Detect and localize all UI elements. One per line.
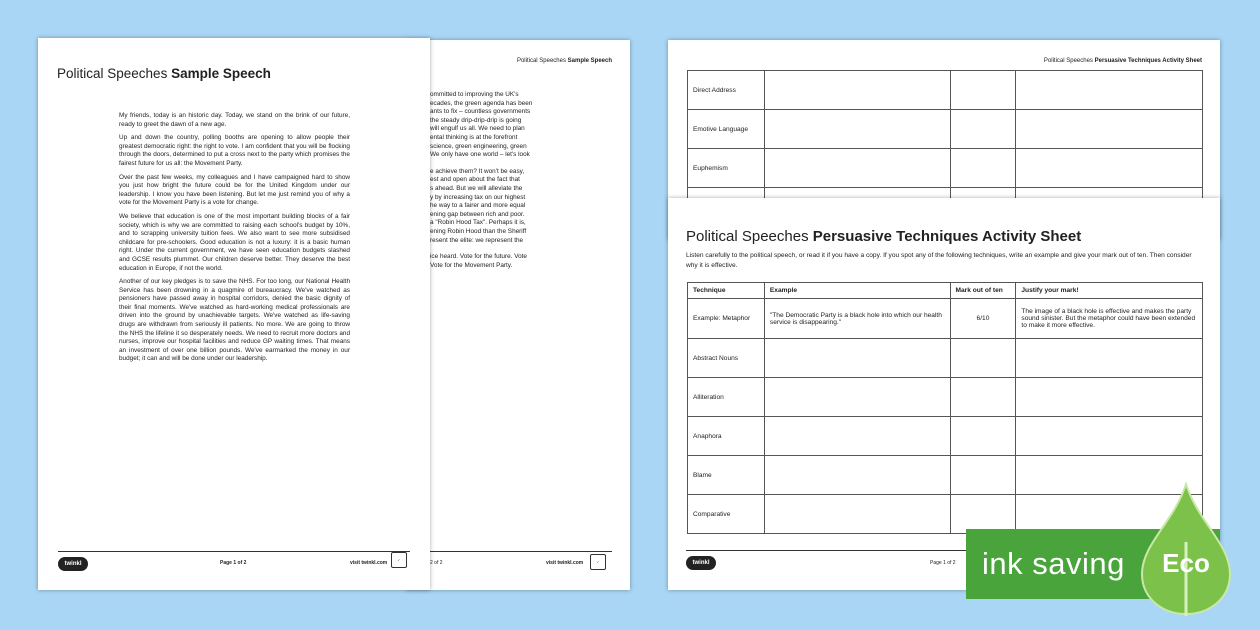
paragraph: Over the past few weeks, my colleagues and I have campaigned hard to show you just how bright the future could be for the United Kingdom under our leadership. I know you have been listening. But let me just remind you of why a vote for the Movement Party is a vote for change. (119, 173, 350, 207)
footer-url: visit twinkl.com (350, 560, 388, 566)
text-line: ants to fix – countless governments (430, 108, 531, 116)
example-cell: "The Democratic Party is a black hole into which our health service is disappearing." (764, 299, 950, 339)
example-row (688, 299, 1203, 339)
justify-cell[interactable] (1016, 71, 1203, 110)
justify-cell[interactable] (1016, 378, 1203, 417)
column-header: Example (764, 283, 950, 299)
speech-page-front (38, 38, 430, 590)
table-row (688, 110, 1203, 149)
header-bold-text: Persuasive Techniques Activity Sheet (1094, 58, 1202, 64)
text-line: ecades, the green agenda has been (430, 99, 533, 107)
text-line: y by increasing tax on our highest (430, 193, 526, 201)
paragraph: Up and down the country, polling booths are opening to allow people their greatest democratic right: the right to vote. I am confident that you will be flocking through the doors, determined to put a cross next to the party which promises the fairest future for us all: the Movement Party. (119, 134, 350, 167)
header-text: Political Speeches (1043, 58, 1093, 64)
mark-cell[interactable] (950, 378, 1016, 417)
eco-drop-icon (1138, 482, 1234, 618)
header-text: Political Speeches (516, 58, 566, 64)
speech-page-back (406, 40, 630, 590)
example-cell[interactable] (764, 110, 950, 149)
example-cell[interactable] (764, 378, 950, 417)
quality-badge-icon: ✓ (391, 552, 407, 568)
technique-cell: Abstract Nouns (688, 339, 765, 378)
mark-cell[interactable] (950, 417, 1016, 456)
justify-cell: The image of a black hole is effective and makes the party sound sinister. But the metaphor could have been extended to make it more effective. (1016, 299, 1203, 339)
page-title (686, 228, 1081, 245)
example-cell[interactable] (764, 495, 950, 534)
column-header: Mark out of ten (950, 283, 1016, 299)
header-bold-text: Sample Speech (567, 58, 612, 64)
mark-cell[interactable] (950, 110, 1016, 149)
title-text: Political Speeches (57, 66, 168, 81)
technique-cell: Anaphora (688, 417, 765, 456)
text-line: s ahead. But we will alleviate the (430, 184, 523, 192)
technique-table (687, 282, 1203, 534)
text-line: the steady drip-drip-drip is going (430, 116, 522, 124)
text-line: est and open about the fact that (430, 176, 520, 184)
mark-cell: 6/10 (950, 299, 1016, 339)
column-header: Justify your mark! (1016, 283, 1203, 299)
text-line: ening Robin Hood than the Sheriff (430, 227, 527, 235)
paragraph: Another of our key pledges is to save the NHS. For too long, our National Health Service has been drowning in a quagmire of bureaucracy. We've watched as pensioners have passed away in hospital corridors, denied the basic dignity of their final moments. We've watched as hard-working medical professionals are driven into the ground by unachievable targets. We've watched as life-saving drugs are withdrawn from seriously ill patients. No more. We are going to throw the NHS the lifeline it so desperately needs. We need to recruit more doctors and nurses, improve our hospital facilities and reduce GP waiting times. That means an investment of over one billion pounds. We've earmarked the money in our budget; it can and will be done under our leadership. (119, 278, 350, 363)
title-text: Political Speeches (686, 228, 809, 245)
text-line: ening gap between rich and poor. (430, 210, 525, 218)
speech-body (119, 112, 350, 369)
footer-line (406, 551, 612, 552)
quality-badge-icon: ✓ (590, 554, 606, 570)
twinkl-logo: twinkl (58, 557, 88, 571)
eco-badge-text: Eco (1162, 548, 1210, 578)
example-cell[interactable] (764, 417, 950, 456)
example-cell[interactable] (764, 339, 950, 378)
footer-page: Page 1 of 2 (930, 560, 956, 566)
page-header (1044, 58, 1202, 64)
text-line: a "Robin Hood Tax". Perhaps it is, (430, 219, 526, 227)
text-line: ice heard. Vote for the future. Vote (430, 253, 527, 261)
table-header-row (688, 283, 1203, 299)
example-cell[interactable] (764, 149, 950, 188)
technique-cell: Emotive Language (688, 110, 765, 149)
text-line: Vote for the Movement Party. (430, 261, 513, 269)
table-row (688, 456, 1203, 495)
technique-cell: Alliteration (688, 378, 765, 417)
speech-continuation (430, 91, 610, 270)
table-row (688, 495, 1203, 534)
title-bold-text: Persuasive Techniques Activity Sheet (812, 228, 1082, 245)
table-row (688, 378, 1203, 417)
column-header: Technique (688, 283, 765, 299)
mark-cell[interactable] (950, 71, 1016, 110)
technique-cell: Comparative (688, 495, 765, 534)
title-bold-text: Sample Speech (171, 66, 271, 81)
footer-page: Page 1 of 2 (220, 560, 247, 566)
text-line: e achieve them? It won't be easy, (430, 167, 525, 175)
text-line: science, green engineering, green (430, 142, 527, 150)
page-title (57, 66, 271, 81)
page-header (517, 58, 612, 64)
text-line: ental thinking is at the forefront (430, 133, 518, 141)
footer-page: 2 of 2 (430, 560, 443, 566)
paragraph: My friends, today is an historic day. Today, we stand on the brink of our future, ready to greet the dawn of a new age. (119, 112, 350, 128)
table-row (688, 149, 1203, 188)
mark-cell[interactable] (950, 456, 1016, 495)
table-row (688, 71, 1203, 110)
example-cell[interactable] (764, 456, 950, 495)
table-row (688, 417, 1203, 456)
text-line: resent the elite: we represent the (430, 236, 524, 244)
technique-cell: Blame (688, 456, 765, 495)
footer-url: visit twinkl.com (546, 560, 584, 566)
technique-cell: Example: Metaphor (688, 299, 765, 339)
example-cell[interactable] (764, 71, 950, 110)
justify-cell[interactable] (1016, 149, 1203, 188)
mark-cell[interactable] (950, 495, 1016, 534)
ink-saving-text: ink saving (982, 546, 1125, 581)
text-line: ommitted to improving the UK's (430, 91, 519, 98)
twinkl-logo: twinkl (686, 556, 716, 570)
text-line: We only have one world – let's look (430, 151, 530, 159)
footer-line (58, 551, 410, 552)
mark-cell[interactable] (950, 149, 1016, 188)
text-line: will engulf us all. We need to plan (430, 125, 525, 133)
instructions: Listen carefully to the political speech, or read it if you have a copy. If you spot any of the following techniques, write an example and give your mark out of ten. Then consider why it is effective. (686, 252, 1192, 269)
technique-cell: Direct Address (688, 71, 765, 110)
table-row (688, 339, 1203, 378)
mark-cell[interactable] (950, 339, 1016, 378)
paragraph: We believe that education is one of the most important building blocks of a fair society, which is why we are committed to raising each school's budget by 10%, and to scrapping university tuition fees. We also want to see more subsidised childcare for pre-schoolers. Good education is not a luxury: it is a basic human right. Under the current government, we have seen education budgets slashed and GCSE results plummet. Our children deserve better. They deserve the best education in Europe, if not the world. (119, 212, 350, 272)
technique-cell: Euphemism (688, 149, 765, 188)
justify-cell[interactable] (1016, 110, 1203, 149)
justify-cell[interactable] (1016, 339, 1203, 378)
justify-cell[interactable] (1016, 417, 1203, 456)
text-line: he way to a fairer and more equal (430, 202, 526, 210)
